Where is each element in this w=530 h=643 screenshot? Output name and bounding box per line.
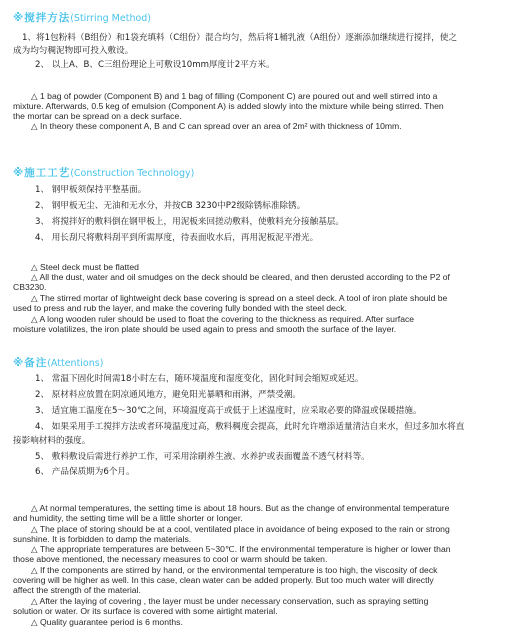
attentions-zh-line-7: 6、 产品保质期为6个月。 — [35, 467, 135, 477]
construction-zh-line-2: 2、 钢甲板无尘、无油和无水分，并按CB 3230中P2级除锈标准除锈。 — [35, 201, 306, 211]
construction-zh-line-4: 4、 用长刮尺将敷料刮平到所需厚度，待表面收水后，再用泥板泥平滑光。 — [35, 233, 319, 243]
attentions-en-line-1: △ At normal temperatures, the setting time is about 18 hours. But as the change of environmental temperature — [31, 503, 450, 513]
attentions-en-line-10: △ After the laying of covering , the layer must be under necessary conservation, such as spraying setting — [31, 596, 429, 606]
attentions-en-line-8: covering will be higher as well. In this case, clean water can be added properly. But too much water will directly — [13, 575, 434, 585]
stirring-en-line-4: △ In theory these component A, B and C can spread over an area of 2m² with thickness of 10mm. — [31, 121, 402, 131]
construction-en-line-6: △ A long wooden ruler should be used to float the covering to the thickness as required. After surface — [31, 314, 415, 324]
attentions-zh-line-2: 2、 原材料应放置在阴凉通风地方，避免阳光暴晒和雨淋，严禁受潮。 — [35, 390, 302, 400]
stirring-en-line-3: the mortar can be spread on a deck surface. — [13, 111, 182, 121]
construction-heading — [13, 167, 194, 180]
stirring-zh-line-1: 1、将1包粉料（B组份）和1袋充填料（C组份）混合均匀，然后将1桶乳液（A组份）逐渐添加继续进行搅拌，使之 — [22, 33, 457, 43]
attentions-heading — [13, 357, 103, 370]
attentions-en-line-4: sunshine. It is forbidden to damp the materials. — [13, 534, 192, 544]
attentions-en-line-11: solution or water. Or its surface is covered with some airtight material. — [13, 606, 278, 616]
attentions-zh-line-4: 4、 如果采用手工搅拌方法或者环境温度过高，敷料稠度会提高，此时允许增添适量清洁自来水，但过多加水将直 — [35, 422, 465, 432]
attentions-en-line-12: △ Quality guarantee period is 6 months. — [31, 617, 183, 627]
construction-en-line-3: CB3230. — [13, 282, 47, 292]
construction-zh-line-3: 3、 将搅拌好的敷料倒在钢甲板上，用泥板来回搓动敷料，使敷料充分接触基层。 — [35, 217, 344, 227]
attentions-zh-line-1: 1、 常温下固化时间需18小时左右，随环境温度和湿度变化，固化时间会缩短或延迟。 — [35, 374, 364, 384]
construction-heading-en: (Construction Technology) — [70, 168, 195, 179]
stirring-zh-line-2: 成为均匀稠泥物即可投入敷设。 — [13, 46, 134, 56]
attentions-en-line-9: affect the strength of the material. — [13, 585, 141, 595]
attentions-heading-zh: ※备注 — [13, 357, 48, 369]
construction-en-line-2: △ All the dust, water and oil smudges on the deck should be cleared, and then derusted according to the P2 of — [31, 272, 450, 282]
attentions-heading-en: (Attentions) — [47, 358, 104, 369]
stirring-zh-line-3: 2、 以上A、B、C三组份理论上可敷设10mm厚度计2平方米。 — [35, 60, 275, 70]
stirring-heading — [13, 12, 151, 25]
construction-en-line-7: moisture volatilizes, the iron plate should be used again to press and smooth the surface of the layer. — [13, 324, 397, 334]
construction-zh-line-1: 1、 钢甲板须保持平整基面。 — [35, 185, 147, 195]
stirring-en-line-2: mixture. Afterwards, 0.5 keg of emulsion (Component A) is added slowly into the mixture while being stirred. Then — [13, 101, 444, 111]
construction-heading-zh: ※施工工艺 — [13, 167, 71, 179]
stirring-heading-zh: ※搅拌方法 — [13, 12, 71, 24]
attentions-en-line-7: △ If the components are stirred by hand, or the environmental temperature is too high, the viscosity of deck — [31, 565, 438, 575]
attentions-zh-line-5: 接影响材料的强度。 — [13, 436, 91, 446]
attentions-en-line-2: and humidity, the setting time will be a little shorter or longer. — [13, 513, 243, 523]
attentions-zh-line-6: 5、 敷料敷设后需进行养护工作，可采用涂刷养生液、水养护或表面覆盖不透气材料等。 — [35, 452, 370, 462]
attentions-zh-line-3: 3、 适宜施工温度在5～30℃之间，环境温度高于或低于上述温度时，应采取必要的降温或保暖措施。 — [35, 406, 422, 416]
attentions-en-line-5: △ The appropriate temperatures are between 5~30℃. If the environmental temperature is higher or lower than — [31, 544, 451, 554]
stirring-heading-en: (Stirring Method) — [70, 13, 152, 24]
attentions-en-line-6: those above mentioned, the necessary measures to cool or warm should be taken. — [13, 554, 328, 564]
construction-en-line-1: △ Steel deck must be flatted — [31, 262, 139, 272]
construction-en-line-4: △ The stirred mortar of lightweight deck base covering is spread on a steel deck. A tool of iron plate should be — [31, 293, 448, 303]
construction-en-line-5: used to press and rub the layer, and make the covering fully bonded with the steel deck. — [13, 303, 347, 313]
stirring-en-line-1: △ 1 bag of powder (Component B) and 1 bag of filling (Component C) are poured out and well stirred into a — [31, 91, 438, 101]
attentions-en-line-3: △ The place of storing should be at a cool, ventilated place in avoidance of being exposed to the rain or strong — [31, 524, 450, 534]
